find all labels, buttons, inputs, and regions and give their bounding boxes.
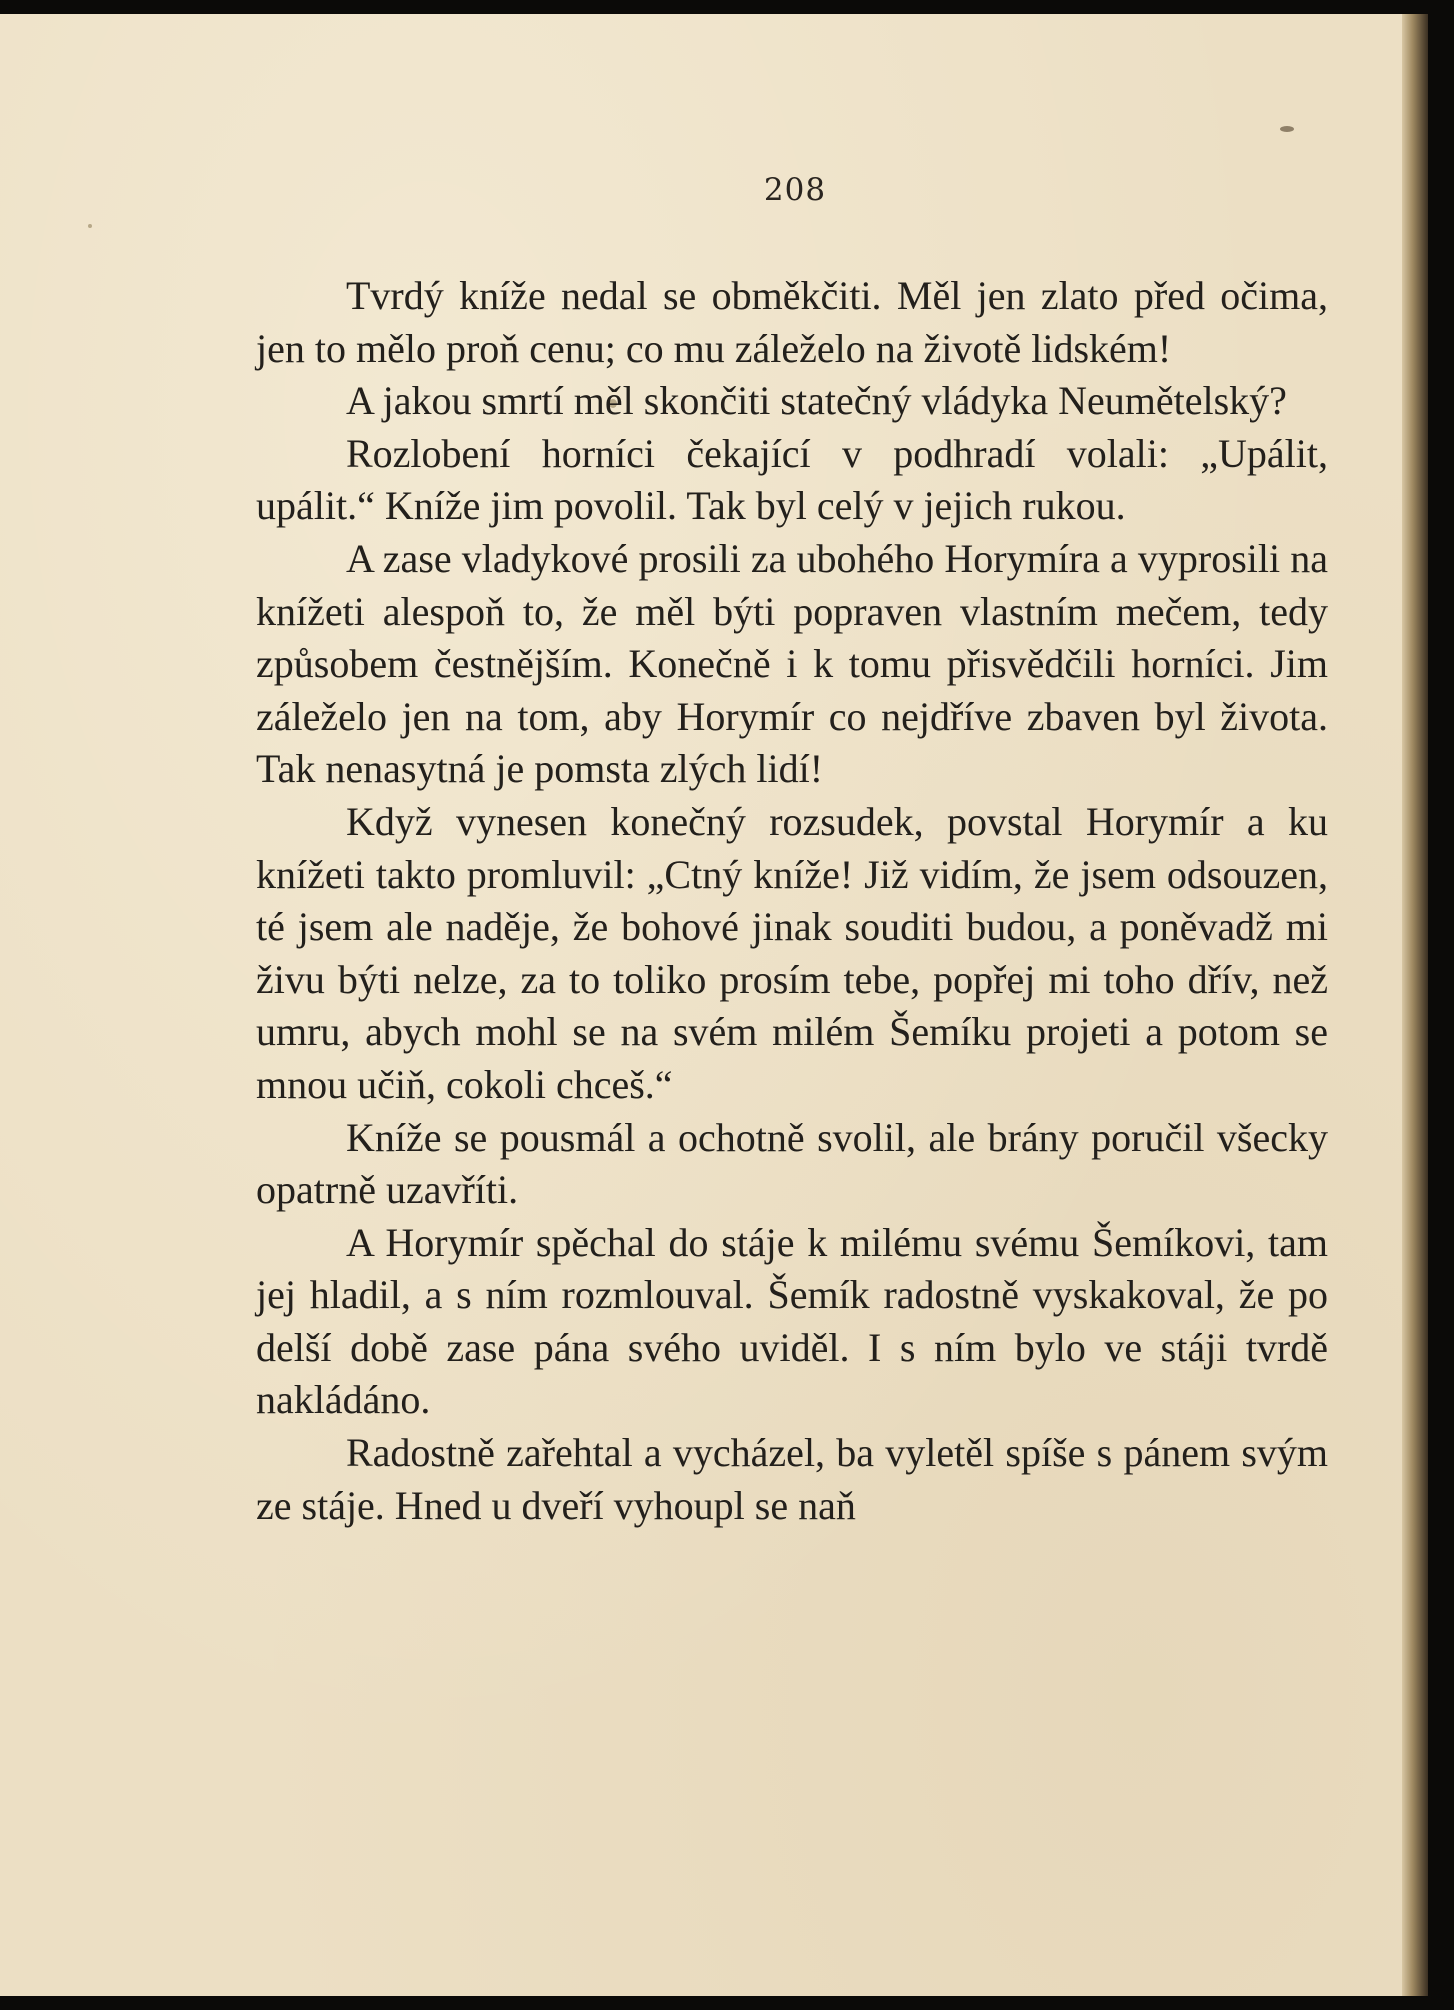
page-number: 208	[763, 172, 827, 208]
paragraph: Tvrdý kníže nedal se obměkčiti. Měl jen zlato před očima, jen to mělo proň cenu; co mu záleželo na životě lidském!	[256, 273, 1328, 371]
book-binding-edge	[1402, 14, 1428, 1996]
paragraph: A zase vladykové prosili za ubohého Horymíra a vyprosili na knížeti alespoň to, že měl býti popraven vlastním mečem, tedy způsobem čestnějším. Konečně i k tomu přisvědčili horníci. Jim záleželo jen na tom, aby Horymír co nejdříve zbaven byl života. Tak nenasytná je pomsta zlých lidí!	[256, 535, 1328, 792]
paragraph: A jakou smrtí měl skončiti statečný vládyka Neumětelský?	[346, 378, 1287, 424]
paragraph: A Horymír spěchal do stáje k milému svému Šemíkovi, tam jej hladil, a s ním rozmlouval. Šemík radostně vyskakoval, že po delší době zase pána svého uviděl. I s ním bylo ve stáji tvrdě nakládáno.	[256, 1219, 1328, 1423]
book-page	[0, 14, 1428, 1996]
paragraph: Radostně zařehtal a vycházel, ba vyletěl spíše s pánem svým ze stáje. Hned u dveří vyhoupl se naň	[256, 1430, 1328, 1528]
paragraph: Kníže se pousmál a ochotně svolil, ale brány poručil všecky opatrně uzavříti.	[256, 1114, 1328, 1213]
paper-speck	[1280, 126, 1294, 132]
paper-speck	[88, 224, 92, 228]
paragraph: Když vynesen konečný rozsudek, povstal Horymír a ku knížeti takto promluvil: „Ctný kníže! Již vidím, že jsem odsouzen, té jsem ale naděje, že bohové jinak souditi budou, a poněvadž mi živu býti nelze, za to toliko prosím tebe, popřej mi toho dřív, než umru, abych mohl se na svém milém Šemíku projeti a potom se mnou učiň, cokoli chceš.“	[256, 798, 1328, 1107]
body-text	[256, 270, 1328, 1532]
paragraph: Rozlobení horníci čekající v podhradí volali: „Upálit, upálit.“ Kníže jim povolil. Tak byl celý v jejich rukou.	[256, 430, 1328, 529]
